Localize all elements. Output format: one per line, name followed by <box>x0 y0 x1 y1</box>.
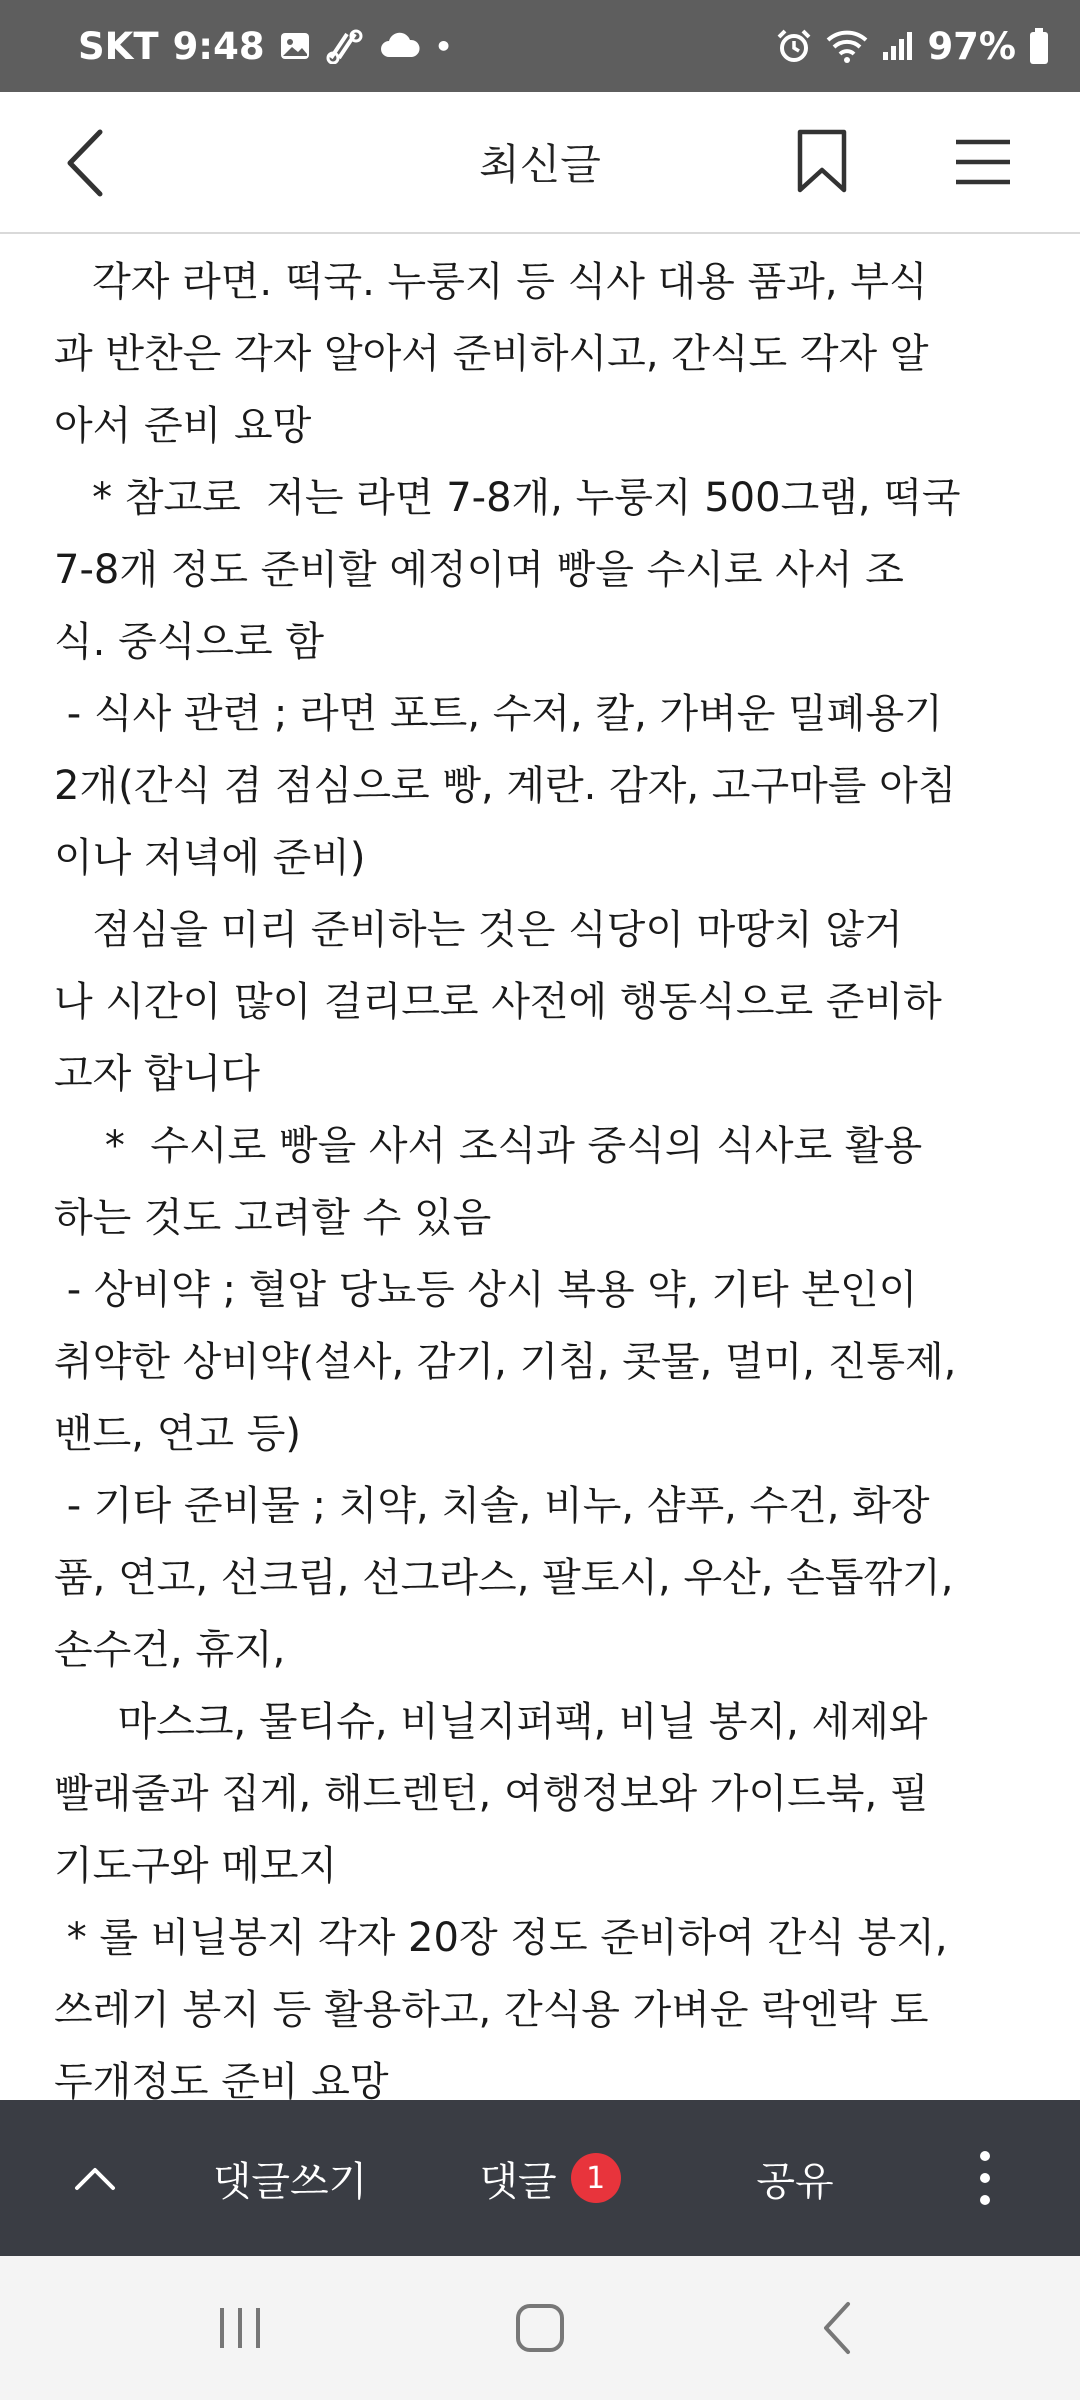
article-line: - 상비약 ; 혈압 당뇨등 상시 복용 약, 기타 본인이 <box>54 1267 918 1313</box>
article-line: * 수시로 빵을 사서 조식과 중식의 식사로 활용 <box>54 1123 923 1169</box>
article-line: 2개(간식 겸 점심으로 빵, 계란. 감자, 고구마를 아침 <box>54 763 957 809</box>
share-button[interactable] <box>720 2100 870 2256</box>
article-line: - 기타 준비물 ; 치약, 치솔, 비누, 샴푸, 수건, 화장 <box>54 1483 930 1529</box>
nav-back-button[interactable] <box>808 2296 872 2360</box>
article-line: 아서 준비 요망 <box>54 403 312 449</box>
status-bar-right <box>775 0 1050 92</box>
article-line: 나 시간이 많이 걸리므로 사전에 행동식으로 준비하 <box>54 979 942 1025</box>
article-line: 식. 중식으로 함 <box>54 619 324 665</box>
back-button[interactable] <box>60 126 120 200</box>
write-comment-button[interactable] <box>180 2100 400 2256</box>
status-bar-left <box>78 0 453 92</box>
recent-apps-icon <box>208 2296 272 2360</box>
nfc-icon <box>325 28 365 64</box>
chevron-up-icon <box>73 2164 117 2192</box>
alarm-icon <box>775 27 813 65</box>
signal-icon <box>881 30 915 62</box>
article-line: * 참고로 저는 라면 7-8개, 누룽지 500그램, 떡국 <box>54 475 961 521</box>
article-content <box>54 234 1034 2100</box>
wifi-icon <box>825 28 869 64</box>
scroll-top-button[interactable] <box>50 2100 140 2256</box>
article-line: 점심을 미리 준비하는 것은 식당이 마땅치 않거 <box>54 907 903 953</box>
app-bar <box>0 92 1080 234</box>
battery-percent: 97% <box>927 24 1016 68</box>
status-bar <box>0 0 1080 92</box>
article-line: 마스크, 물티슈, 비닐지퍼팩, 비닐 봉지, 세제와 <box>54 1699 928 1745</box>
article-line: 기도구와 메모지 <box>54 1843 338 1889</box>
comments-label: 댓글 <box>479 2158 557 2205</box>
article-line: 과 반찬은 각자 알아서 준비하시고, 간식도 각자 알 <box>54 331 929 377</box>
battery-icon <box>1028 27 1050 65</box>
clock: 9:48 <box>172 24 265 68</box>
cloud-icon <box>379 31 421 61</box>
article-line: 이나 저녁에 준비) <box>54 835 366 881</box>
more-vertical-icon <box>978 2150 992 2206</box>
nav-back-icon <box>808 2296 872 2360</box>
recent-apps-button[interactable] <box>208 2296 272 2360</box>
notification-dot: • <box>434 29 453 63</box>
write-comment-label: 댓글쓰기 <box>212 2158 368 2205</box>
menu-button[interactable] <box>954 138 1012 186</box>
article-line: 밴드, 연고 등) <box>54 1411 301 1457</box>
home-button[interactable] <box>508 2296 572 2360</box>
bottom-action-bar <box>0 2100 1080 2256</box>
article-line: 쓰레기 봉지 등 활용하고, 간식용 가벼운 락엔락 토 <box>54 1987 929 2033</box>
article-line: 취약한 상비약(설사, 감기, 기침, 콧물, 멀미, 진통제, <box>54 1339 957 1385</box>
article-line: 빨래줄과 집게, 해드렌턴, 여행정보와 가이드북, 필 <box>54 1771 929 1817</box>
back-icon <box>60 126 120 200</box>
home-icon <box>508 2296 572 2360</box>
article-line: 품, 연고, 선크림, 선그라스, 팔토시, 우산, 손톱깎기, <box>54 1555 954 1601</box>
bookmark-button[interactable] <box>794 128 850 194</box>
carrier-label: SKT <box>78 24 159 68</box>
page-title: 최신글 <box>479 140 601 189</box>
share-label: 공유 <box>756 2158 834 2205</box>
article-body <box>54 234 1034 2100</box>
hamburger-icon <box>954 138 1012 186</box>
article-line: 손수건, 휴지, <box>54 1627 286 1673</box>
article-line: 각자 라면. 떡국. 누룽지 등 식사 대용 품과, 부식 <box>54 259 928 305</box>
article-line: - 식사 관련 ; 라면 포트, 수저, 칼, 가벼운 밀폐용기 <box>54 691 943 737</box>
article-line: 두개정도 준비 요망 <box>54 2059 389 2100</box>
article-line: * 롤 비닐봉지 각자 20장 정도 준비하여 간식 봉지, <box>54 1915 948 1961</box>
comments-button[interactable] <box>450 2100 650 2256</box>
more-options-button[interactable] <box>950 2100 1020 2256</box>
article-line: 하는 것도 고려할 수 있음 <box>54 1195 492 1241</box>
article-line: 7-8개 정도 준비할 예정이며 빵을 수시로 사서 조 <box>54 547 904 593</box>
system-nav-bar <box>0 2256 1080 2400</box>
comment-count-badge: 1 <box>571 2153 621 2203</box>
bookmark-icon <box>794 128 850 194</box>
article-line: 고자 합니다 <box>54 1051 260 1097</box>
gallery-icon <box>279 30 311 62</box>
